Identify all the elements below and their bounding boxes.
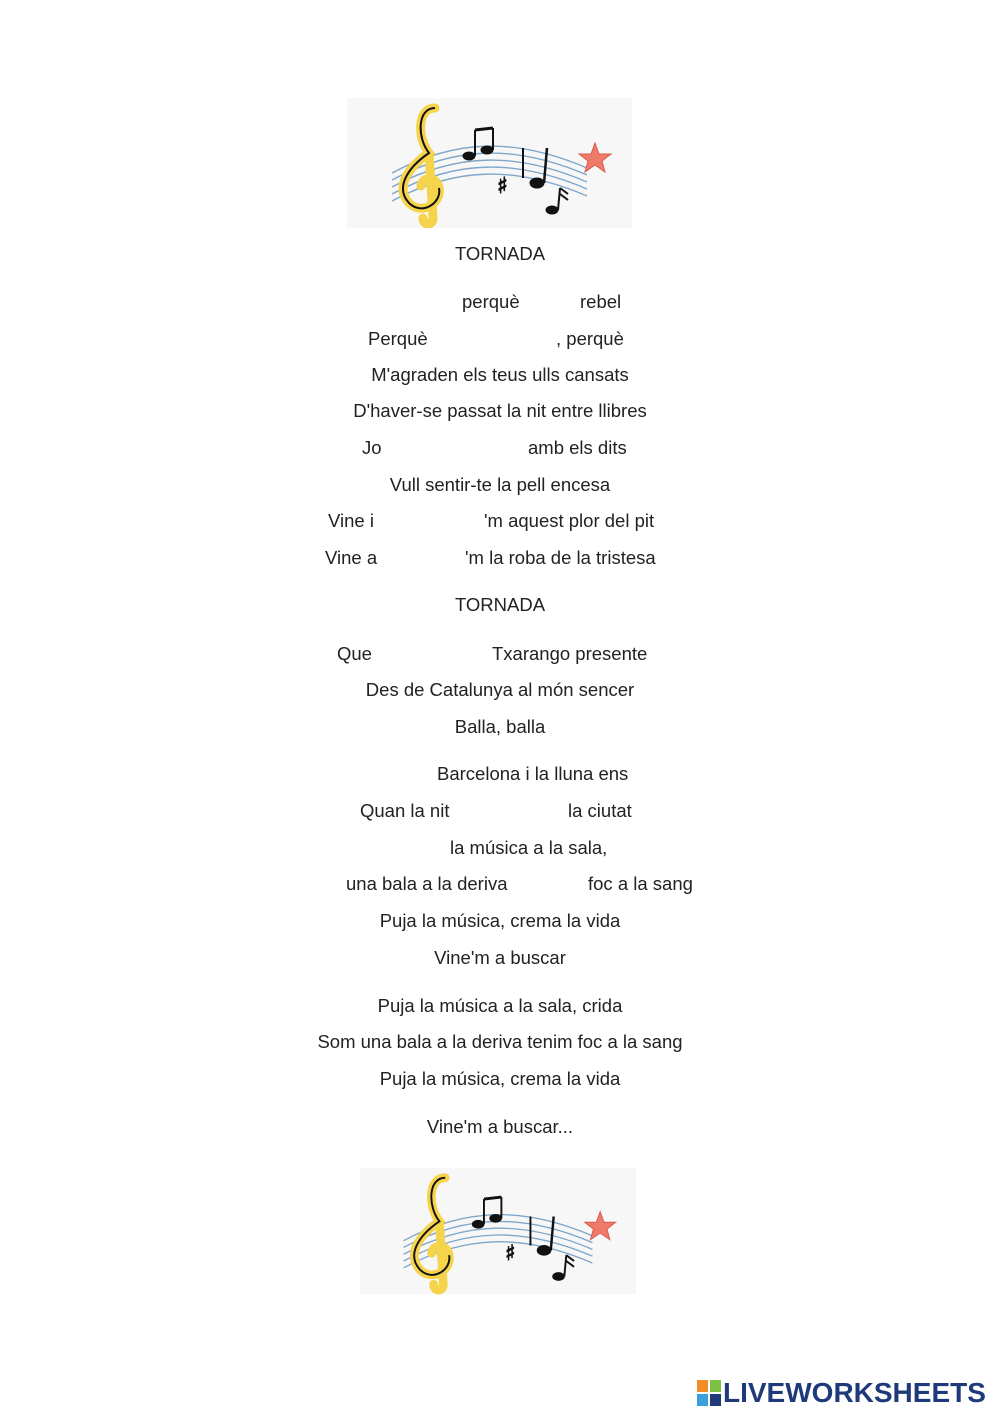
- lyric-line: 'm aquest plor del pit: [484, 510, 655, 531]
- lyric-line: Barcelona i la lluna ens: [437, 763, 629, 784]
- lyric-line: la música a la sala,: [450, 837, 608, 858]
- lyric-line: rebel: [580, 291, 622, 312]
- chorus-label: TORNADA: [454, 243, 546, 264]
- lyric-line: Vine'm a buscar: [434, 947, 566, 968]
- lyric-line: , perquè: [556, 328, 624, 349]
- lyric-line: 'm la roba de la tristesa: [465, 547, 656, 568]
- svg-text:♯: ♯: [497, 174, 508, 199]
- lyric-line: perquè: [462, 291, 520, 312]
- lyric-line: Jo: [362, 437, 382, 458]
- svg-text:♯: ♯: [505, 1241, 516, 1267]
- lyric-line: Quan la nit: [360, 800, 450, 821]
- lyric-line: M'agraden els teus ulls cansats: [371, 364, 629, 385]
- lyric-line: una bala a la deriva: [346, 873, 508, 894]
- lyric-line: Puja la música, crema la vida: [379, 1068, 621, 1089]
- lyric-line: la ciutat: [568, 800, 632, 821]
- lyric-line: Vine a: [325, 547, 378, 568]
- lyric-line: amb els dits: [528, 437, 627, 458]
- lyric-line: D'haver-se passat la nit entre llibres: [353, 400, 647, 421]
- lyric-line: Vull sentir-te la pell encesa: [389, 474, 611, 495]
- lyric-line: Que: [337, 643, 372, 664]
- liveworksheets-brand[interactable]: [697, 1378, 986, 1408]
- music-notes-image-top: [347, 98, 632, 228]
- lyric-line: Perquè: [368, 328, 428, 349]
- lyric-line: foc a la sang: [588, 873, 693, 894]
- lyric-line: Balla, balla: [454, 716, 546, 737]
- lyric-line: Des de Catalunya al món sencer: [365, 679, 635, 700]
- lyric-line: Puja la música a la sala, crida: [377, 995, 623, 1016]
- lyric-line: Vine'm a buscar...: [426, 1116, 574, 1137]
- music-notes-image-bottom: [360, 1163, 636, 1299]
- brand-name: LIVEWORKSHEETS: [723, 1377, 986, 1408]
- lyric-line: Som una bala a la deriva tenim foc a la sang: [317, 1031, 683, 1052]
- lyric-line: Vine i: [328, 510, 374, 531]
- lyric-line: Puja la música, crema la vida: [379, 910, 621, 931]
- lyric-line: Txarango presente: [492, 643, 648, 664]
- chorus-label: TORNADA: [454, 594, 546, 615]
- liveworksheets-logo-icon: [697, 1380, 721, 1406]
